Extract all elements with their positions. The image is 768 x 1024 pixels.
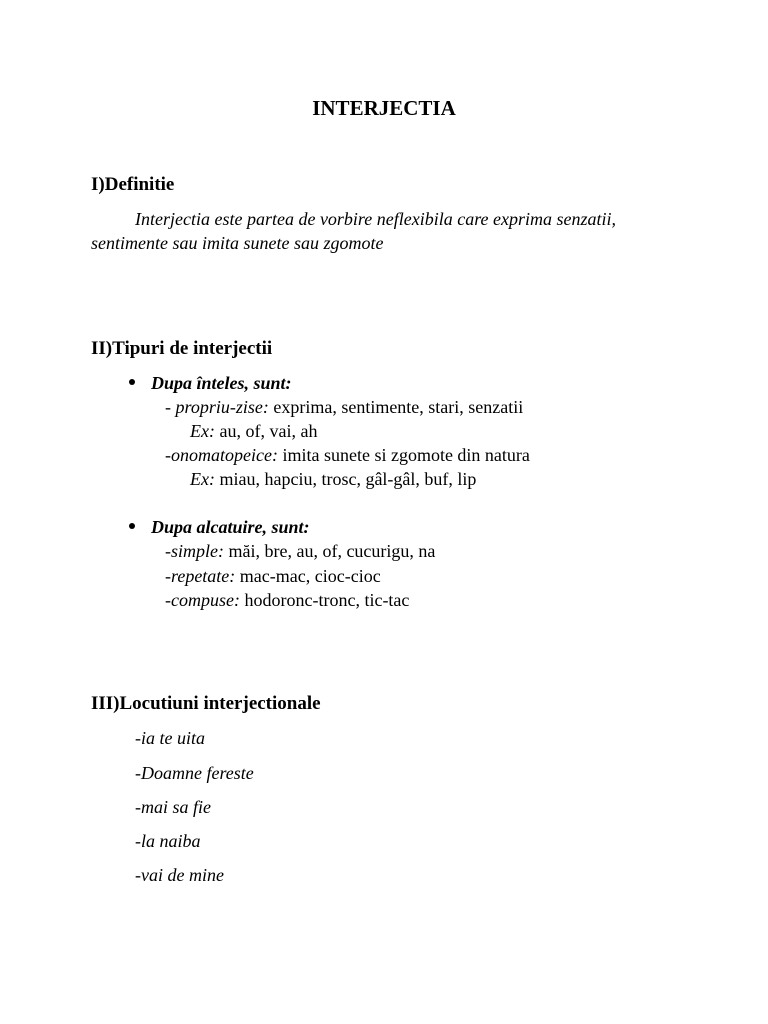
list-item: -la naiba: [135, 831, 201, 851]
example-line-1: [190, 422, 317, 440]
item-term: onomatopeice:: [171, 445, 278, 465]
item-text: mac-mac, cioc-cioc: [235, 566, 381, 586]
section-heading-locutiuni: III)Locutiuni interjectionale: [91, 693, 321, 714]
definition-line-2: sentimente sau imita sunete sau zgomote: [91, 233, 384, 253]
example-label: Ex:: [190, 469, 215, 489]
list-item: -vai de mine: [135, 865, 224, 885]
item-term: propriu-zise:: [175, 397, 269, 417]
item-term: -compuse:: [165, 590, 240, 610]
list-item-onomatopeice: [165, 446, 530, 464]
group-title-inteles: Dupa înteles, sunt:: [151, 373, 292, 393]
item-term: -repetate:: [165, 566, 236, 586]
list-item: -Doamne fereste: [135, 763, 254, 783]
list-item-simple: [165, 542, 435, 560]
list-item: -ia te uita: [135, 728, 205, 748]
item-term: -simple:: [165, 541, 224, 561]
item-text: măi, bre, au, of, cucurigu, na: [223, 541, 436, 561]
example-line-2: [190, 470, 476, 488]
section-heading-tipuri: II)Tipuri de interjectii: [91, 338, 273, 359]
section-heading-definitie: I)Definitie: [91, 174, 175, 195]
list-item: -mai sa fie: [135, 797, 211, 817]
item-prefix: -: [165, 445, 171, 465]
group-title-alcatuire: Dupa alcatuire, sunt:: [151, 517, 310, 537]
item-text: hodoronc-tronc, tic-tac: [239, 590, 410, 610]
bullet-icon: [129, 379, 135, 385]
example-label: Ex:: [190, 421, 215, 441]
list-item-repetate: [165, 567, 381, 585]
example-text: miau, hapciu, trosc, gâl-gâl, buf, lip: [214, 469, 477, 489]
item-text: exprima, sentimente, stari, senzatii: [268, 397, 524, 417]
list-item-compuse: [165, 591, 409, 609]
example-text: au, of, vai, ah: [214, 421, 318, 441]
item-prefix: -: [165, 397, 176, 417]
item-text: imita sunete si zgomote din natura: [277, 445, 530, 465]
bullet-icon: [129, 523, 135, 529]
definition-line-1: Interjectia este partea de vorbire neflexibila care exprima senzatii,: [135, 209, 617, 229]
document-title: INTERJECTIA: [312, 96, 456, 120]
list-item-propriu-zise: [165, 398, 523, 416]
